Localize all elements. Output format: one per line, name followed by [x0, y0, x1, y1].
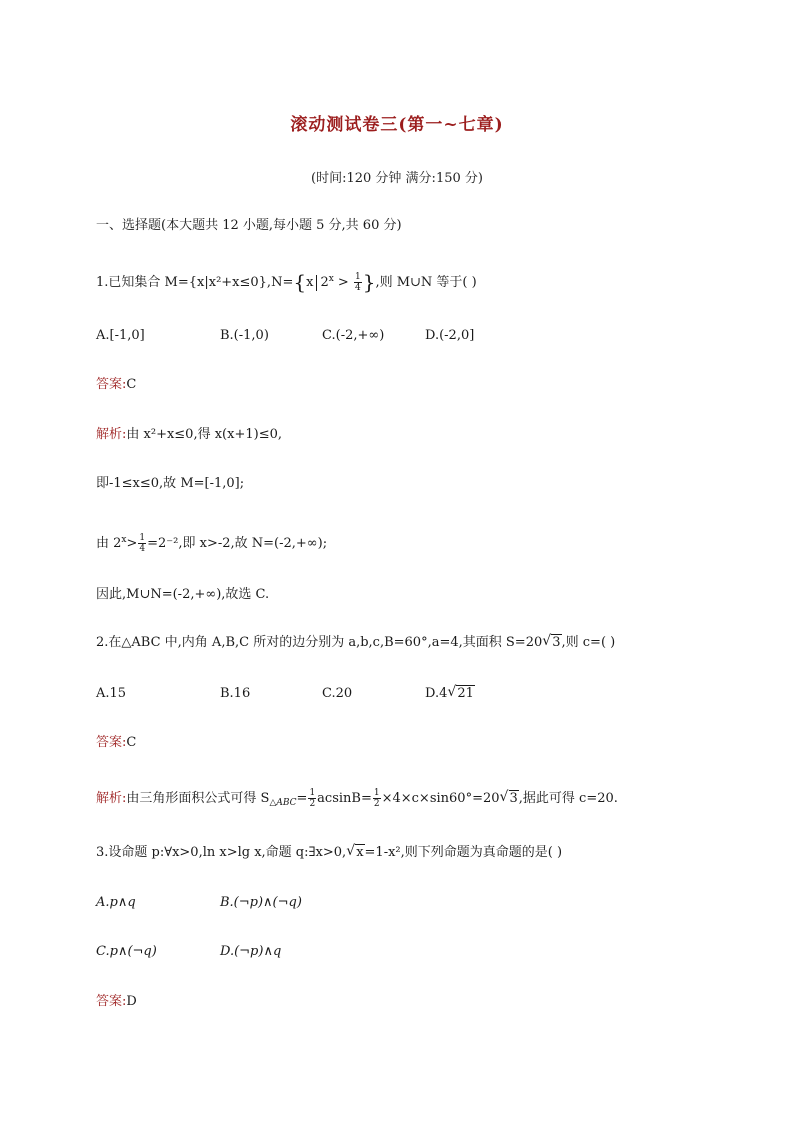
q2-option-c: C.20 [322, 686, 353, 701]
sqrt: √ 3 [542, 633, 561, 653]
sqrt: √ 21 [447, 684, 475, 704]
q2-analysis: 解析:由三角形面积公式可得 $S_{\triangle ABC}=$ $\frac{1}{2}$ acsinB= $\frac{1}{2}$ ×4×c×sin60°=20√ 3,据此可得 c=20. [96, 788, 618, 813]
q1-option-c: C.(-2,+∞) [322, 328, 385, 343]
q1-option-b: B.(-1,0) [220, 328, 269, 343]
fraction: $\frac{1}{2}$ [373, 788, 380, 809]
q3-option-a: A.p∧q [96, 895, 136, 910]
q2-option-b: B.16 [220, 686, 251, 701]
q3-option-d: D.(¬p)∧q [220, 944, 282, 959]
fraction: $\frac{1}{2}$ [309, 788, 316, 809]
q3-option-b: B.(¬p)∧(¬q) [220, 895, 302, 910]
q1-analysis-line-3: 由 $2^x>$ $\frac{1}{4}$ =2⁻²,即 x>-2,故 N=(-2,+∞); [96, 533, 328, 554]
section-heading: 一、选择题(本大题共 12 小题,每小题 5 分,共 60 分) [96, 218, 402, 233]
question-1-stem: 1.已知集合 M={x|x²+x≤0},N={x $2^x$ > $\frac{1}{4}$ },则 M∪N 等于( ) [96, 270, 477, 294]
q1-option-a: A.[-1,0] [96, 328, 145, 343]
q1-analysis-line-4: 因此,M∪N=(-2,+∞),故选 C. [96, 587, 270, 602]
q2-option-d: D.4√ 21 [425, 684, 475, 704]
fraction: $\frac{1}{4}$ [354, 272, 361, 293]
q2-option-a: A.15 [96, 686, 127, 701]
q3-option-c: C.p∧(¬q) [96, 944, 157, 959]
sqrt: √ x [346, 843, 364, 863]
q1-option-d: D.(-2,0] [425, 328, 475, 343]
q1-analysis-line-1: 解析:由 x²+x≤0,得 x(x+1)≤0, [96, 427, 282, 442]
q2-answer: 答案:C [96, 735, 137, 750]
q1-answer: 答案:C [96, 377, 137, 392]
q1-analysis-line-2: 即-1≤x≤0,故 M=[-1,0]; [96, 476, 245, 491]
question-3-stem: 3.设命题 p:∀x>0,ln x>lg x,命题 q:∃x>0,√ x=1-x²,则下列命题为真命题的是( ) [96, 843, 562, 863]
question-2-stem: 2.在△ABC 中,内角 A,B,C 所对的边分别为 a,b,c,B=60°,a=4,其面积 S=20√ 3,则 c=( ) [96, 633, 615, 653]
sqrt: √ 3 [500, 789, 519, 809]
page-subtitle: (时间:120 分钟 满分:150 分) [311, 171, 483, 186]
page-title: 滚动测试卷三(第一~七章) [290, 115, 504, 135]
q3-answer: 答案:D [96, 994, 137, 1009]
fraction: $\frac{1}{4}$ [139, 533, 146, 554]
